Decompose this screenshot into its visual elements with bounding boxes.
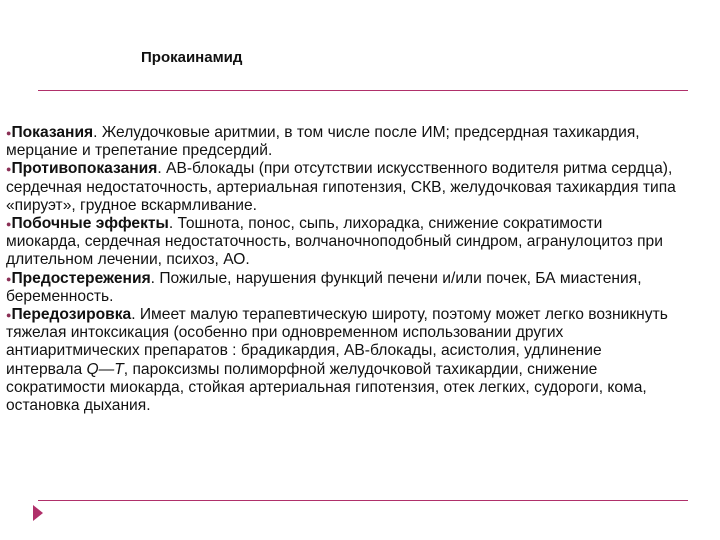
top-divider	[38, 90, 688, 91]
item-term: Передозировка	[11, 306, 132, 324]
list-item-contraindications	[6, 160, 676, 215]
content-body	[6, 124, 676, 415]
item-text: . Тошнота, понос, сыпь, лихорадка, снижение сократимости миокарда, сердечная недостаточность, волчаночноподобный синдром, агранулоцитоз при длительном лечении, психоз, АО.	[6, 215, 663, 269]
bullet-icon: ●	[6, 219, 12, 230]
item-text: . АВ-блокады (при отсутствии искусственного водителя ритма сердца), сердечная недостаточность, артериальная гипотензия, СКВ, желудочковая тахикардия типа «пируэт», грудное вскармливание.	[6, 160, 676, 214]
list-item-side-effects	[6, 215, 676, 270]
bullet-icon: ●	[6, 128, 12, 138]
item-term: Предостережения	[11, 269, 151, 287]
bullet-icon: ●	[6, 273, 12, 284]
list-item-indications	[6, 124, 676, 160]
bullet-icon: ●	[6, 164, 12, 175]
list-item-overdose	[6, 306, 676, 415]
item-text-continued: , пароксизмы полиморфной желудочковой тахикардии, снижение сократимости миокарда, стойкая артериальная гипотензия, отек легких, судороги, кома, остановка дыхания.	[6, 360, 647, 415]
item-term: Показания	[11, 124, 94, 141]
list-item-precautions	[6, 270, 676, 306]
next-arrow-icon[interactable]	[33, 505, 43, 521]
bullet-icon: ●	[6, 310, 12, 321]
item-text: . Пожилые, нарушения функций печени и/или почек, БА миастения, беременность.	[6, 269, 642, 305]
item-text: . Имеет малую терапевтическую широту, поэтому может легко возникнуть тяжелая интоксикация (особенно при одновременном использовании других антиаритмических препаратов : брадикардия, АВ-блокады, асистолия, удлинение интервала	[6, 306, 668, 378]
bottom-divider	[38, 500, 688, 501]
item-term: Побочные эффекты	[11, 215, 169, 233]
item-term: Противопоказания	[11, 160, 158, 178]
item-text: . Желудочковые аритмии, в том числе после ИМ; предсердная тахикардия, мерцание и трепетание предсердий.	[6, 124, 640, 160]
item-text-italic: Q—T	[86, 360, 124, 378]
slide-title: Прокаинамид	[141, 49, 243, 66]
